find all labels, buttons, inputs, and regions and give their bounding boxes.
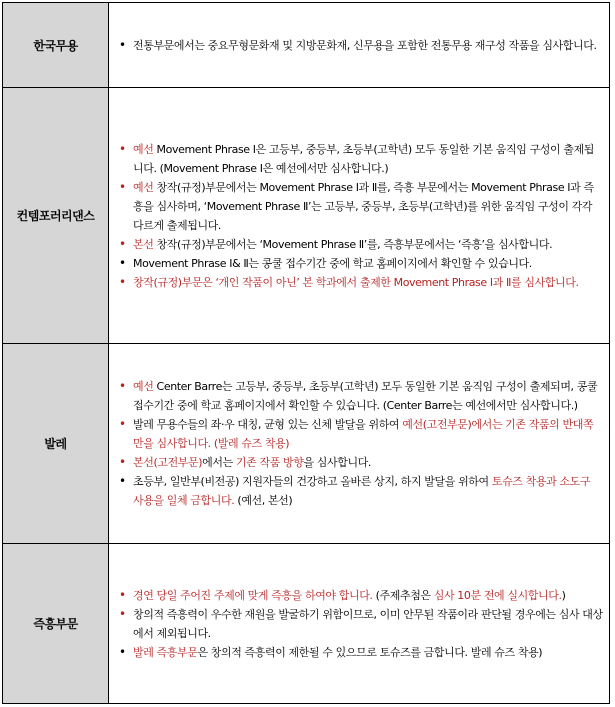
category-contemporary-dance: 컨템포러리댄스 (3, 88, 109, 344)
rule-item (117, 235, 603, 254)
rule-text-segment: 기존 작품 방향 (235, 456, 304, 469)
rule-text-segment: ) (561, 588, 566, 602)
rule-text-segment: 전통부문에서는 중요무형문화재 및 지방문화재, 신무용을 포함한 전통무용 재구성 작품을 심사합니다. (133, 38, 597, 52)
row-korean-dance (3, 3, 610, 88)
rule-item (117, 273, 603, 292)
rule-text-segment: 에서는 (202, 456, 236, 469)
rules-contemporary-dance (109, 88, 610, 344)
rule-text-segment: 토슈즈 착용과 소도구 사용을 일체 금합니다. (133, 475, 591, 507)
rule-text-segment: 창의적 즉흥력이 우수한 재원을 발굴하기 위함이므로, 이미 안무된 작품이라 판단될 경우에는 심사 대상에서 제외됩니다. (133, 607, 603, 640)
rule-item (117, 36, 603, 55)
rule-text-segment: 예선(고전부문)에서는 기존 작품의 반대쪽만을 심사합니다. (발레 슈즈 착용) (133, 418, 594, 450)
rule-text-segment: Movement Phrase Ⅰ은 고등부, 중등부, 초등부(고학년) 모두 동일한 기본 움직임 구성이 출제됩니다. (Movement Phrase Ⅰ은 예선에서만 심사합니다.) (133, 142, 595, 175)
rule-item (117, 140, 603, 178)
rule-text-segment: 예선 (133, 380, 154, 393)
rule-text-segment: (주제추첨은 (372, 588, 434, 602)
rule-text-segment: 을 심사합니다. (303, 456, 372, 469)
rule-text-segment: 초등부, 일반부(비전공) 지원자들의 건강하고 올바른 상지, 하지 발달을 위하여 (133, 475, 492, 488)
rule-text-segment: 심사 10분 전에 실시합니다. (433, 588, 562, 602)
row-ballet (3, 344, 610, 544)
rule-text-segment: 발레 무용수들의 좌·우 대칭, 균형 있는 신체 발달을 위하여 (133, 418, 403, 431)
rule-text-segment: Center Barre는 고등부, 중등부, 초등부(고학년) 모두 동일한 기본 움직임 구성이 출제되며, 콩쿨 접수기간 중에 학교 홈페이지에서 확인할 수 있습니다. (Center Barre는 예선에서만 심사합니다.) (133, 380, 598, 412)
rule-item (117, 415, 603, 453)
rule-text-segment: 창작(규정)부문에서는 Movement Phrase Ⅰ과 Ⅱ를, 즉흥 부문에서는 Movement Phrase Ⅰ과 즉흥을 심사하며, ‘Movement Phrase Ⅱ’는 고등부, 중등부, 초등부(고학년)를 위한 움직임 구성이 각각 다르게 출제됩니다. (133, 180, 594, 232)
rule-text-segment: 예선 (133, 142, 154, 156)
rules-korean-dance (109, 3, 610, 88)
category-ballet: 발레 (3, 344, 109, 544)
competition-guidelines-table (2, 2, 610, 704)
rule-text-segment: 경연 당일 주어진 주제에 맞게 즉흥을 하여야 합니다. (133, 588, 373, 602)
rule-text-segment: 예선 (133, 180, 154, 194)
rule-text-segment: 본선(고전부문) (133, 456, 203, 469)
rule-text-segment: 창작(규정)부문은 ‘개인 작품이 아닌’ 본 학과에서 출제한 Movement Phrase Ⅰ과 Ⅱ를 심사합니다. (133, 275, 579, 289)
rule-item (117, 643, 603, 662)
rule-text-segment: (예선, 본선) (234, 494, 293, 507)
rule-item (117, 586, 603, 605)
rule-text-segment: 은 창의적 즉흥력이 제한될 수 있으므로 토슈즈를 금합니다. 발레 슈즈 착용) (197, 645, 543, 659)
rule-item (117, 453, 603, 472)
rule-text-segment: 창작(규정)부문에서는 ‘Movement Phrase Ⅱ’를, 즉흥부문에서는 ‘즉흥’을 심사합니다. (153, 237, 553, 251)
rule-item (117, 178, 603, 235)
rule-item (117, 605, 603, 643)
rule-item (117, 254, 603, 273)
row-contemporary-dance (3, 88, 610, 344)
row-improvisation (3, 544, 610, 704)
rule-item (117, 377, 603, 415)
rule-item (117, 472, 603, 510)
rules-improvisation (109, 544, 610, 704)
category-korean-dance: 한국무용 (3, 3, 109, 88)
category-improvisation: 즉흥부문 (3, 544, 109, 704)
rules-ballet (109, 344, 610, 544)
rule-text-segment: Movement Phrase Ⅰ& Ⅱ는 콩쿨 접수기간 중에 학교 홈페이지에서 확인할 수 있습니다. (133, 256, 532, 270)
rule-text-segment: 본선 (133, 237, 154, 251)
rule-text-segment: 발레 즉흥부문 (133, 645, 198, 659)
